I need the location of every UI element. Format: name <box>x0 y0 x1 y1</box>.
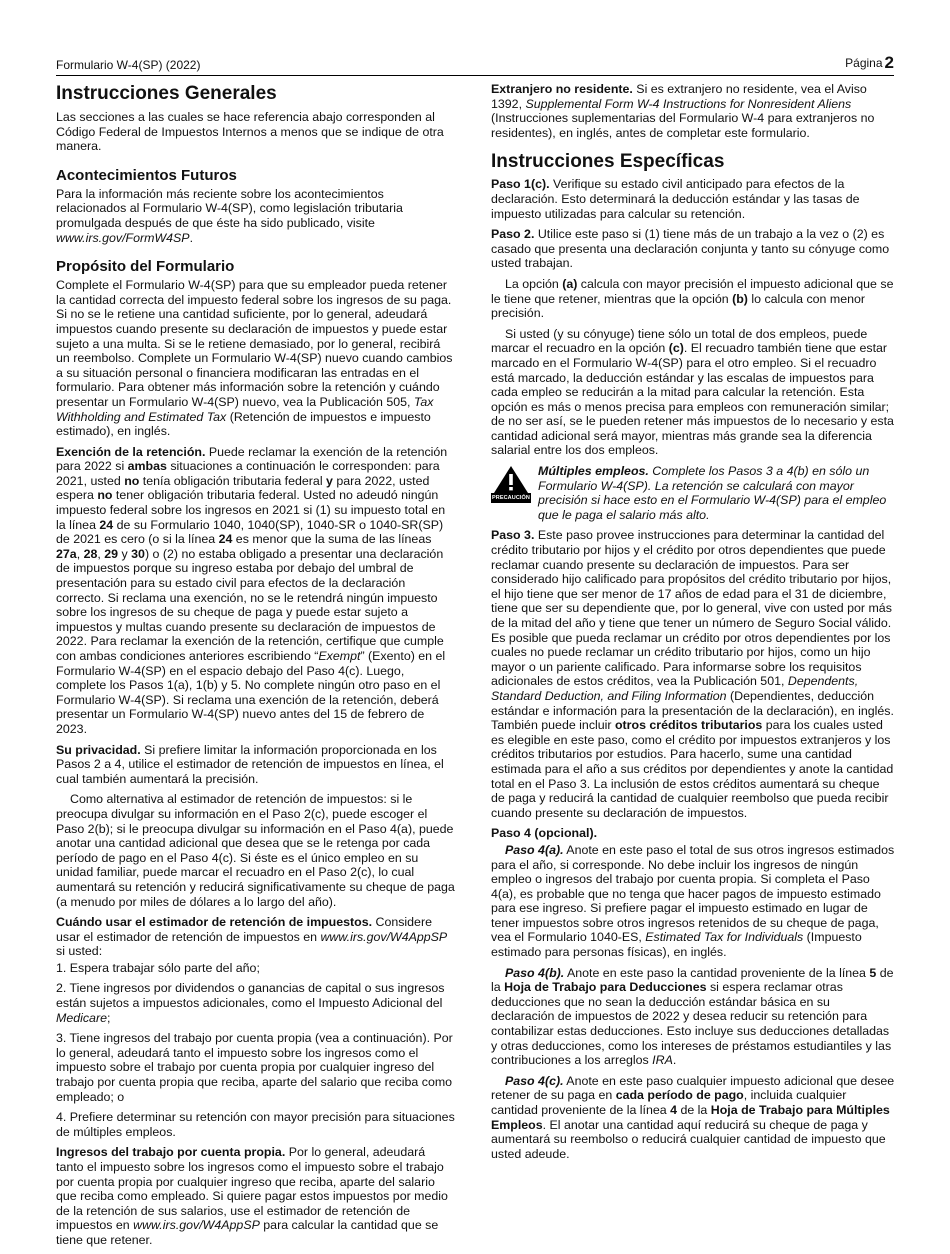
purpose-heading: Propósito del Formulario <box>56 258 235 276</box>
when-to-use-paragraph: Cuándo usar el estimador de retención de impuestos. Considere usar el estimador de retención de impuestos en www.irs.gov/W4AppSP si usted: <box>56 915 448 959</box>
nonresident-paragraph: Extranjero no residente. Si es extranjero no residente, vea el Aviso 1392, Supplemental Form W-4 Instructions for Nonresident Aliens (Instrucciones suplementarias del Formulario W-4 para extranjeros no residentes), en inglés, antes de completar este formulario. <box>491 82 875 140</box>
step-4b-paragraph: Paso 4(b). Anote en este paso la cantidad proveniente de la línea 5 de la Hoja de Trabajo para Deducciones si espera reclamar otras deducciones que no sean la deducción estándar básica en su declaración de impuestos de 2022 y desea reducir su retención para contabilizar estas deducciones. Esto incluye sus deducciones detalladas y otras deducciones, como los intereses de préstamos estudiantiles y las contribuciones a los arreglos IRA. <box>491 965 894 1068</box>
general-instructions-heading: Instrucciones Generales <box>56 83 277 104</box>
purpose-text: Complete el Formulario W-4(SP) para que su empleador pueda retener la cantidad correcta del impuesto federal sobre los ingresos de su paga. Si no se le retiene una cantidad suficiente, por lo general, adeudará impuestos cuando presente su declaración de impuestos y puede estar sujeto a una multa. Si se le retiene demasiado, por lo general, recibirá un reembolso. Complete un Formulario W-4(SP) nuevo cuando cambios a su situación personal o financiera modificaran las entradas en el formulario. Para obtener más información sobre la retención y cuándo presentar un Formulario W-4(SP) nuevo, vea la Publicación 505, Tax Withholding and Estimated Tax (Retención de impuestos e impuesto estimado), en inglés. <box>56 278 453 439</box>
right-column <box>491 82 896 1167</box>
step-4c-paragraph: Paso 4(c). Anote en este paso cualquier impuesto adicional que desee retener de su paga en cada período de pago, incluida cualquier cantidad proveniente de la línea 4 de la Hoja de Trabajo para Múltiples Empleos. El anotar una cantidad aquí reducirá su cheque de paga y aumentará su reembolso o reducirá cualquier cantidad de impuesto que usted adeude. <box>491 1073 895 1161</box>
caution-label: PRECAUCIÓN <box>492 495 530 502</box>
step-4a-paragraph: Paso 4(a). Anote en este paso el total de sus otros ingresos estimados para el año, si corresponde. No debe incluir los ingresos de ningún empleo o ingresos del trabajo por cuenta propia. Si completa el Paso 4(a), es probable que no tenga que hacer pagos de impuesto estimado para ese ingreso. Si prefiere pagar el impuesto estimado en lugar de tener impuestos sobre otros ingresos retenidos de su cheque de paga, vea el Formulario 1040-ES, Estimated Tax for Individuals (Impuesto estimado para personas físicas), en inglés. <box>491 842 895 960</box>
caution-note <box>491 464 896 522</box>
future-developments-text: Para la información más reciente sobre los acontecimientos relacionados al Formulario W-4(SP), como legislación tributaria promulgada después de que éste ha sido publicado, visite www.irs.gov/FormW4SP. <box>56 186 403 245</box>
step-2-paragraph: Paso 2. Utilice este paso si (1) tiene más de un trabajo a la vez o (2) es casado que presenta una declaración conjunta y tanto su cónyuge como usted trabajan. <box>491 227 890 271</box>
list-item: 2. Tiene ingresos por dividendos o ganancias de capital o sus ingresos están sujetos a impuestos adicionales, como el Impuesto Adicional del Medicare; <box>56 981 445 1025</box>
page-indicator <box>845 53 894 73</box>
page-label: Página <box>845 56 883 70</box>
step-1c-paragraph: Paso 1(c). Verifique su estado civil anticipado para efectos de la declaración. Esto determinará la deducción estándar y las tasas de impuesto utilizadas para calcular su retención. <box>491 177 860 221</box>
specific-instructions-heading: Instrucciones Específicas <box>491 151 725 173</box>
option-paragraph: La opción (a) calcula con mayor precisión el impuesto adicional que se le tiene que retener, mientras que la opción (b) lo calcula con menor precisión. <box>491 276 894 321</box>
two-jobs-paragraph: Si usted (y su cónyuge) tiene sólo un total de dos empleos, puede marcar el recuadro en la opción (c). El recuadro también tiene que estar marcado en el Formulario W-4(SP) para el otro empleo. Si el recuadro está marcado, la deducción estándar y las escalas de impuestos para cada empleo se reducirán a la mitad para calcular la retención. Esta opción es más o menos precisa para empleos con remuneración similar; de no ser así, se le pueden retener más impuestos de lo necesario y esta cantidad adicional será mayor, mientras más grande sea la diferencia salarial entre los dos empleos. <box>491 326 894 458</box>
irs-url-link[interactable]: www.irs.gov/FormW4SP <box>56 230 190 245</box>
future-developments-heading: Acontecimientos Futuros <box>56 166 237 184</box>
page-number: 2 <box>884 53 894 72</box>
self-employment-paragraph: Ingresos del trabajo por cuenta propia. Por lo general, adeudará tanto el impuesto sobre los ingresos como el impuesto sobre el trabajo por cuenta propia por cualquier ingreso que reciba, aparte del salario que reciba como empleado. Si quiere pagar estos impuestos por medio de la retención de sus salarios, use el estimador de retención de impuestos en www.irs.gov/W4AppSP para calcular la cantidad que se tiene que retener. <box>56 1145 448 1247</box>
step-3-paragraph: Paso 3. Este paso provee instrucciones para determinar la cantidad del crédito tributario por hijos y el crédito por otros dependientes que puede reclamar cuando presente su declaración de impuestos. Para ser considerado hijo calificado para propósitos del crédito tributario por hijos, el hijo tiene que ser menor de 17 años de edad para el 31 de diciembre, tiene que ser su dependiente que, por lo general, vive con usted por más de la mitad del año y tiene que tener un número de Seguro Social válido. Es posible que pueda reclamar un crédito por otros dependientes por los cuales no puede reclamar un crédito tributario por hijos, como un hijo mayor o un pariente calificado. Para informarse sobre los requisitos adicionales de estos créditos, vea la Publicación 501, Dependents, Standard Deduction, and Filing Information (Dependientes, deducción estándar e información para la presentación de la declaración), en inglés. También puede incluir otros créditos tributarios para los cuales usted es elegible en este paso, como el crédito por impuestos extranjeros y los créditos tributarios por estudios. Para hacerlo, sume una cantidad estimada para el año a sus créditos por dependientes y anote la cantidad total en el Paso 3. La inclusión de estos créditos aumentará su cheque de paga y reducirá la cantidad de cualquier reembolso que pueda recibir cuando presente su declaración de impuestos. <box>491 528 894 820</box>
privacy-paragraph: Su privacidad. Si prefiere limitar la información proporcionada en los Pasos 2 a 4, utilice el estimador de retención de impuestos en línea, el cual también aumentará la precisión. <box>56 742 444 786</box>
list-item: 4. Prefiere determinar su retención con mayor precisión para situaciones de múltiples empleos. <box>56 1110 455 1139</box>
w4app-url-link[interactable]: www.irs.gov/W4AppSP <box>320 929 448 944</box>
list-item: 1. Espera trabajar sólo parte del año; <box>56 960 260 975</box>
step-4-heading: Paso 4 (opcional). <box>491 826 598 841</box>
caution-text: Múltiples empleos. Complete los Pasos 3 a 4(b) en sólo un Formulario W-4(SP). La retención se calculará con mayor precisión si hace esto en el Formulario W-4(SP) para el empleo que le paga el salario más alto. <box>538 464 887 522</box>
left-column <box>56 82 456 1254</box>
caution-icon <box>491 464 531 504</box>
page-header <box>56 53 894 76</box>
w4app-url-link[interactable]: www.irs.gov/W4AppSP <box>133 1218 260 1233</box>
form-title: Formulario W-4(SP) (2022) <box>56 58 201 72</box>
list-item: 3. Tiene ingresos del trabajo por cuenta propia (vea a continuación). Por lo general, adeudará tanto el impuesto sobre los ingresos como el impuesto sobre el trabajo por cuenta propia por cualquier ingreso del trabajo por cuenta propia que reciba, aparte del salario que reciba como empleado; o <box>56 1031 453 1104</box>
exemption-paragraph: Exención de la retención. Puede reclamar la exención de la retención para 2022 si ambas situaciones a continuación le corresponden: para 2021, usted no tenía obligación tributaria federal y para 2022, usted espera no tener obligación tributaria federal. Usted no adeudó ningún impuesto federal sobre los ingresos en 2021 si (1) su impuesto total en la línea 24 de su Formulario 1040, 1040(SP), 1040-SR o 1040-SR(SP) de 2021 es cero (o si la línea 24 es menor que la suma de las líneas 27a, 28, 29 y 30) o (2) no estaba obligado a presentar una declaración de impuestos porque su ingreso estaba por debajo del umbral de presentación para su estado civil para efectos de la declaración correcto. Si reclama una exención, no se le retendrá ningún impuesto sobre los ingresos de su cheque de paga y puede estar sujeto a impuestos y multas cuando presente su declaración de impuestos de 2022. Para reclamar la exención de la retención, certifique que cumple con ambas condiciones anteriores escribiendo “Exempt” (Exento) en el Formulario W-4(SP) en el espacio debajo del Paso 4(c). Luego, complete los Pasos 1(a), 1(b) y 5. No complete ningún otro paso en el Formulario W-4(SP). Si reclama una exención de la retención, deberá presentar un Formulario W-4(SP) nuevo antes del 15 de febrero de 2023. <box>56 444 448 736</box>
alternative-paragraph: Como alternativa al estimador de retención de impuestos: si le preocupa divulgar su información en el Paso 2(c), puede escoger el Paso 2(b); si le preocupa divulgar su información en el Paso 4(a), puede anotar una cantidad adicional que desea que se le retenga por cada período de pago en el Paso 4(c). Si éste es el único empleo en su unidad familiar, puede marcar el recuadro en el Paso 2(c), lo cual aumentará su retención y reducirá significativamente su cheque de paga (a menudo por miles de dólares a lo largo del año). <box>56 792 455 909</box>
general-intro: Las secciones a las cuales se hace referencia abajo corresponden al Código Federal de Impuestos Internos a menos que se indique de otra manera. <box>56 110 444 154</box>
